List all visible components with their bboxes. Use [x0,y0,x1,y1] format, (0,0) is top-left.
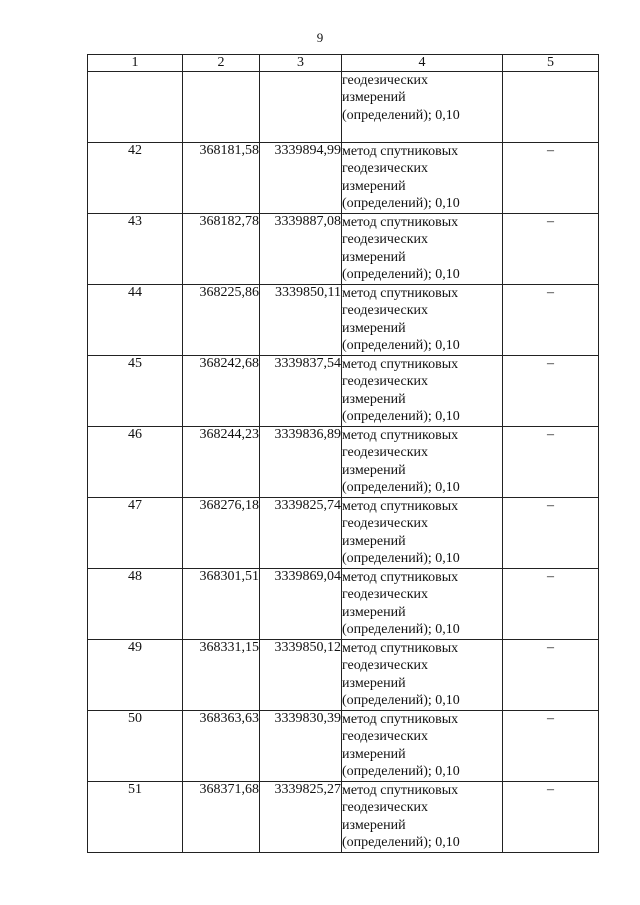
method-line: геодезических [342,161,429,177]
table-row [88,498,599,569]
cell-method [342,427,503,498]
method-line: геодезических [342,800,429,816]
table-row [88,640,599,711]
method-line: метод спутниковых [342,570,459,585]
cell-num: 51 [88,782,183,853]
method-line: (определений); 0,10 [342,195,460,211]
method-line: геодезических [342,587,429,603]
cell-y [260,72,342,143]
cell-num: 50 [88,711,183,782]
cell-method [342,285,503,356]
cell-x: 368181,58 [183,143,260,214]
method-line: (определений); 0,10 [342,550,460,566]
method-line: измерений [342,320,406,336]
cell-x: 368244,23 [183,427,260,498]
method-line: метод спутниковых [342,641,459,656]
method-line: измерений [342,462,406,478]
method-line: измерений [342,533,406,549]
continuation-row [88,72,599,143]
method-line: геодезических [342,729,429,745]
method-line: метод спутниковых [342,286,459,301]
method-line: (определений); 0,10 [342,621,460,637]
method-line: (определений); 0,10 [342,266,460,282]
method-line: метод спутниковых [342,712,459,727]
cell-y: 3339836,89 [260,427,342,498]
cell-num [88,72,183,143]
header-row [88,55,599,72]
method-line: геодезических [342,658,429,674]
cell-method [342,498,503,569]
cell-method [342,640,503,711]
cell-method [342,356,503,427]
cell-col5: – [503,214,599,285]
cell-num: 45 [88,356,183,427]
header-col-2: 2 [183,55,260,72]
method-line: измерений [342,604,406,620]
cell-x: 368331,15 [183,640,260,711]
cell-y: 3339825,27 [260,782,342,853]
cell-num: 44 [88,285,183,356]
method-line: геодезических [342,445,429,461]
cell-y: 3339869,04 [260,569,342,640]
table-row [88,711,599,782]
cell-col5 [503,72,599,143]
table-row [88,356,599,427]
cell-x: 368363,63 [183,711,260,782]
method-line: измерений [342,90,406,106]
method-line: измерений [342,746,406,762]
method-line: измерений [342,817,406,833]
cell-num: 48 [88,569,183,640]
cell-x: 368225,86 [183,285,260,356]
method-line: метод спутниковых [342,499,459,514]
cell-method [342,72,503,143]
method-line: метод спутниковых [342,144,459,159]
cell-method [342,214,503,285]
header-col-4: 4 [342,55,503,72]
method-line: геодезических [342,374,429,390]
method-line: измерений [342,178,406,194]
method-line: метод спутниковых [342,215,459,230]
cell-y: 3339894,99 [260,143,342,214]
header-col-5: 5 [503,55,599,72]
method-line: метод спутниковых [342,357,459,372]
cell-col5: – [503,711,599,782]
method-line: геодезических [342,232,429,248]
cell-y: 3339837,54 [260,356,342,427]
table-row [88,569,599,640]
method-line: метод спутниковых [342,783,459,798]
cell-num: 47 [88,498,183,569]
method-line: (определений); 0,10 [342,479,460,495]
cell-x: 368301,51 [183,569,260,640]
cell-y: 3339850,11 [260,285,342,356]
method-line: измерений [342,391,406,407]
cell-col5: – [503,640,599,711]
method-line: (определений); 0,10 [342,692,460,708]
table-row [88,427,599,498]
method-line: геодезических [342,303,429,319]
coordinates-table [87,54,599,853]
cell-num: 43 [88,214,183,285]
cell-col5: – [503,143,599,214]
cell-x: 368371,68 [183,782,260,853]
cell-y: 3339830,39 [260,711,342,782]
method-line: (определений); 0,10 [342,107,460,123]
cell-method [342,782,503,853]
cell-method [342,711,503,782]
cell-col5: – [503,356,599,427]
table-row [88,285,599,356]
cell-num: 42 [88,143,183,214]
cell-col5: – [503,569,599,640]
method-line: метод спутниковых [342,428,459,443]
cell-col5: – [503,427,599,498]
method-line: (определений); 0,10 [342,337,460,353]
header-col-1: 1 [88,55,183,72]
cell-col5: – [503,782,599,853]
method-line: измерений [342,675,406,691]
cell-x: 368182,78 [183,214,260,285]
method-line: измерений [342,249,406,265]
page-number: 9 [316,30,324,45]
cell-x: 368242,68 [183,356,260,427]
method-line: геодезических [342,516,429,532]
cell-method [342,569,503,640]
cell-num: 46 [88,427,183,498]
method-line: геодезических [342,73,429,88]
cell-y: 3339825,74 [260,498,342,569]
table-row [88,214,599,285]
method-line: (определений); 0,10 [342,408,460,424]
cell-method [342,143,503,214]
table-row [88,143,599,214]
cell-col5: – [503,285,599,356]
cell-y: 3339850,12 [260,640,342,711]
table-row [88,782,599,853]
cell-x: 368276,18 [183,498,260,569]
cell-col5: – [503,498,599,569]
cell-num: 49 [88,640,183,711]
cell-y: 3339887,08 [260,214,342,285]
header-col-3: 3 [260,55,342,72]
method-line: (определений); 0,10 [342,834,460,850]
method-line: (определений); 0,10 [342,763,460,779]
cell-x [183,72,260,143]
